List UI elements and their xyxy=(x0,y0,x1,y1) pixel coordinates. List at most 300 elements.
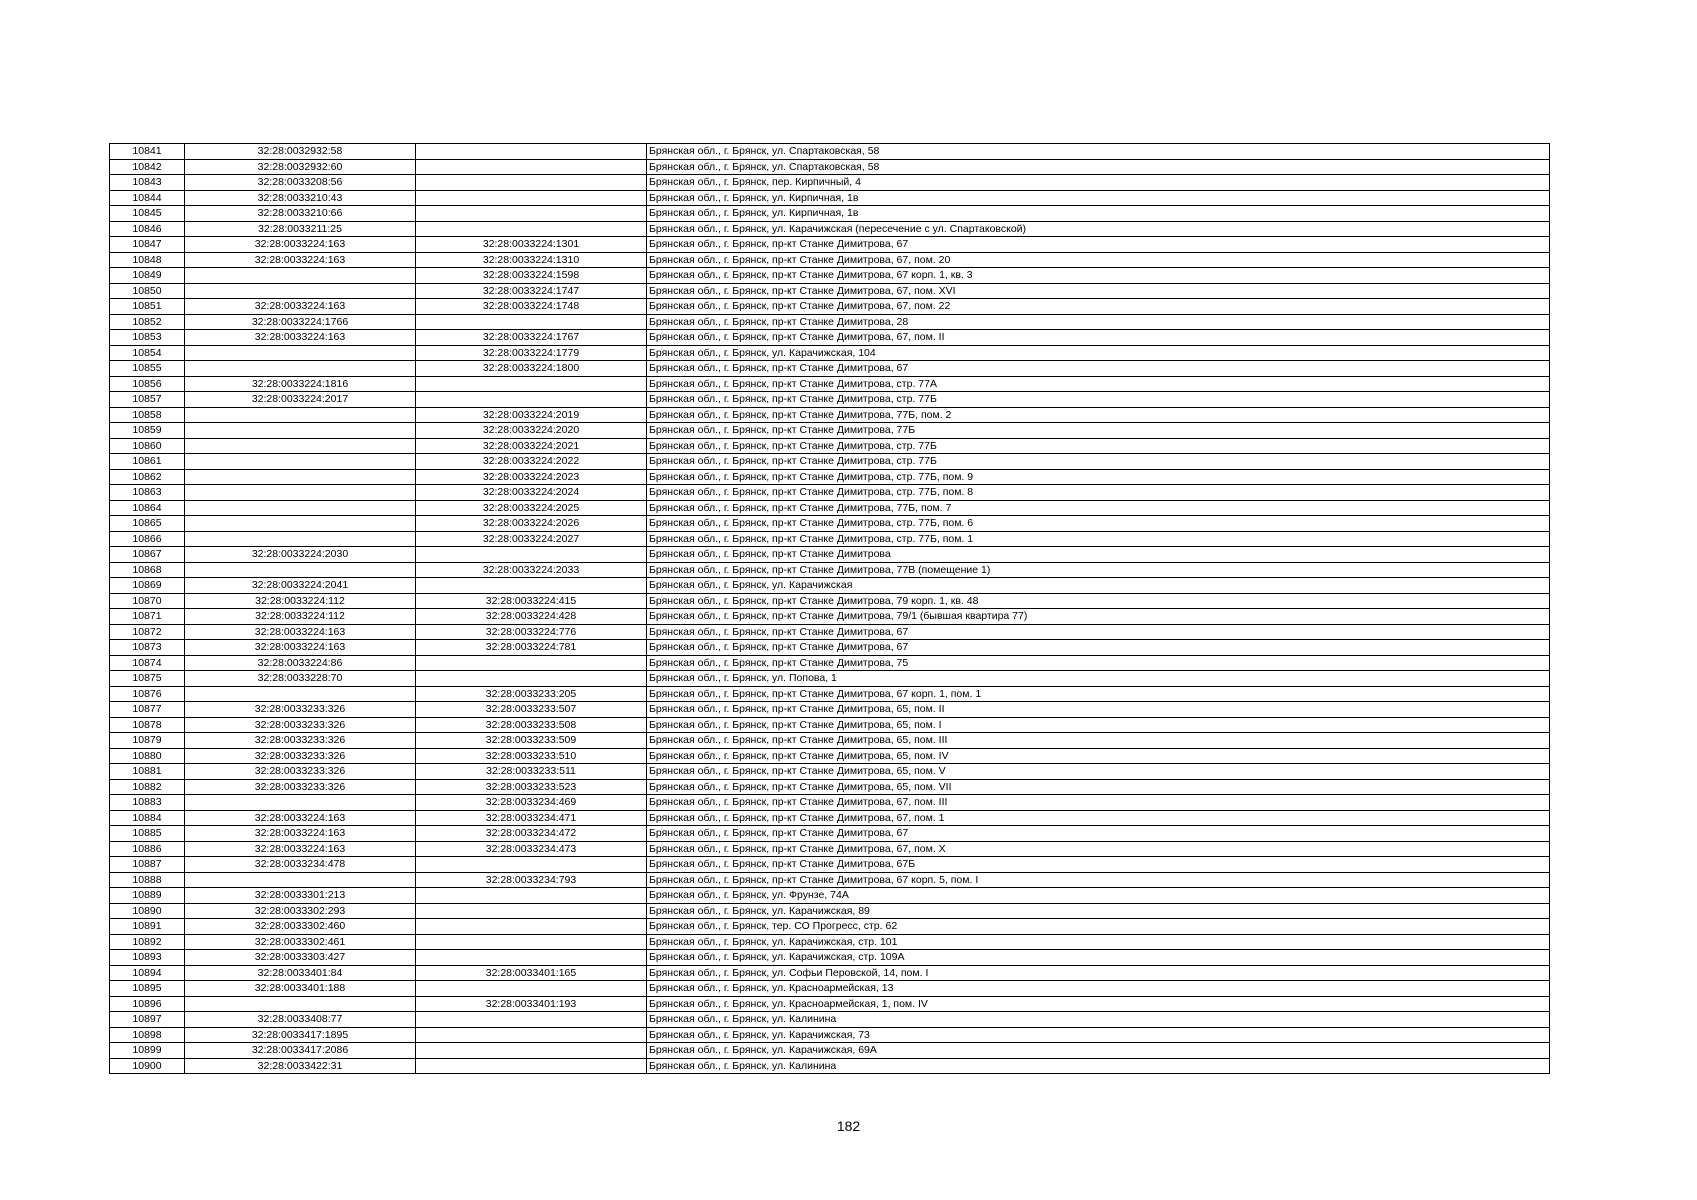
cadastral-number-parcel-cell xyxy=(185,996,416,1012)
cadastral-number-parcel-cell xyxy=(185,872,416,888)
cadastral-number-parcel-cell xyxy=(185,407,416,423)
cadastral-number-object-cell: 32:28:0033233:205 xyxy=(416,686,647,702)
cadastral-number-parcel-cell: 32:28:0033233:326 xyxy=(185,702,416,718)
row-number-cell: 10864 xyxy=(110,500,185,516)
address-cell: Брянская обл., г. Брянск, ул. Попова, 1 xyxy=(647,671,1550,687)
cadastral-number-parcel-cell: 32:28:0033224:2017 xyxy=(185,392,416,408)
address-cell: Брянская обл., г. Брянск, пр-кт Станке Димитрова, 65, пом. VII xyxy=(647,779,1550,795)
cadastral-number-object-cell: 32:28:0033233:509 xyxy=(416,733,647,749)
address-cell: Брянская обл., г. Брянск, пр-кт Станке Димитрова, стр. 77А xyxy=(647,376,1550,392)
row-number-cell: 10877 xyxy=(110,702,185,718)
address-cell: Брянская обл., г. Брянск, пр-кт Станке Димитрова, стр. 77Б, пом. 6 xyxy=(647,516,1550,532)
address-cell: Брянская обл., г. Брянск, ул. Калинина xyxy=(647,1012,1550,1028)
row-number-cell: 10857 xyxy=(110,392,185,408)
cadastral-number-object-cell: 32:28:0033224:1767 xyxy=(416,330,647,346)
row-number-cell: 10862 xyxy=(110,469,185,485)
address-cell: Брянская обл., г. Брянск, пер. Кирпичный, 4 xyxy=(647,175,1550,191)
cadastral-number-object-cell: 32:28:0033224:2026 xyxy=(416,516,647,532)
cadastral-number-parcel-cell: 32:28:0033224:2030 xyxy=(185,547,416,563)
address-cell: Брянская обл., г. Брянск, пр-кт Станке Димитрова, 77Б xyxy=(647,423,1550,439)
cadastral-number-object-cell: 32:28:0033234:469 xyxy=(416,795,647,811)
table-row xyxy=(110,810,1550,826)
table-row xyxy=(110,872,1550,888)
row-number-cell: 10878 xyxy=(110,717,185,733)
cadastral-number-object-cell: 32:28:0033224:776 xyxy=(416,624,647,640)
row-number-cell: 10881 xyxy=(110,764,185,780)
cadastral-number-object-cell: 32:28:0033224:2019 xyxy=(416,407,647,423)
row-number-cell: 10872 xyxy=(110,624,185,640)
cadastral-number-object-cell xyxy=(416,392,647,408)
cadastral-number-parcel-cell: 32:28:0033234:478 xyxy=(185,857,416,873)
row-number-cell: 10896 xyxy=(110,996,185,1012)
table-row xyxy=(110,376,1550,392)
row-number-cell: 10850 xyxy=(110,283,185,299)
address-cell: Брянская обл., г. Брянск, пр-кт Станке Димитрова, 75 xyxy=(647,655,1550,671)
row-number-cell: 10867 xyxy=(110,547,185,563)
row-number-cell: 10884 xyxy=(110,810,185,826)
table-row xyxy=(110,578,1550,594)
cadastral-number-object-cell: 32:28:0033233:523 xyxy=(416,779,647,795)
cadastral-number-parcel-cell: 32:28:0033228:70 xyxy=(185,671,416,687)
cadastral-number-object-cell xyxy=(416,1043,647,1059)
row-number-cell: 10871 xyxy=(110,609,185,625)
cadastral-number-object-cell: 32:28:0033224:1748 xyxy=(416,299,647,315)
cadastral-number-object-cell: 32:28:0033224:2021 xyxy=(416,438,647,454)
address-cell: Брянская обл., г. Брянск, ул. Карачижская, стр. 109А xyxy=(647,950,1550,966)
table-row xyxy=(110,981,1550,997)
address-cell: Брянская обл., г. Брянск, пр-кт Станке Димитрова, стр. 77Б, пом. 9 xyxy=(647,469,1550,485)
cadastral-number-parcel-cell: 32:28:0033224:112 xyxy=(185,593,416,609)
cadastral-number-parcel-cell: 32:28:0033224:163 xyxy=(185,810,416,826)
address-cell: Брянская обл., г. Брянск, пр-кт Станке Димитрова, 77В (помещение 1) xyxy=(647,562,1550,578)
cadastral-number-parcel-cell xyxy=(185,516,416,532)
table-row xyxy=(110,841,1550,857)
cadastral-number-object-cell xyxy=(416,175,647,191)
table-row xyxy=(110,423,1550,439)
cadastral-number-object-cell: 32:28:0033224:1598 xyxy=(416,268,647,284)
address-cell: Брянская обл., г. Брянск, ул. Карачижская, 69А xyxy=(647,1043,1550,1059)
row-number-cell: 10875 xyxy=(110,671,185,687)
address-cell: Брянская обл., г. Брянск, тер. СО Прогресс, стр. 62 xyxy=(647,919,1550,935)
cadastral-number-object-cell: 32:28:0033234:473 xyxy=(416,841,647,857)
table-row xyxy=(110,1027,1550,1043)
table-row xyxy=(110,733,1550,749)
cadastral-number-parcel-cell xyxy=(185,686,416,702)
cadastral-number-parcel-cell: 32:28:0033224:163 xyxy=(185,252,416,268)
table-row xyxy=(110,640,1550,656)
table-row xyxy=(110,1043,1550,1059)
table-row xyxy=(110,857,1550,873)
table-row xyxy=(110,748,1550,764)
cadastral-number-parcel-cell: 32:28:0033302:461 xyxy=(185,934,416,950)
cadastral-number-parcel-cell xyxy=(185,500,416,516)
row-number-cell: 10887 xyxy=(110,857,185,873)
cadastral-number-object-cell: 32:28:0033233:508 xyxy=(416,717,647,733)
cadastral-number-parcel-cell: 32:28:0033303:427 xyxy=(185,950,416,966)
cadastral-number-parcel-cell: 32:28:0033224:1766 xyxy=(185,314,416,330)
row-number-cell: 10894 xyxy=(110,965,185,981)
address-cell: Брянская обл., г. Брянск, пр-кт Станке Димитрова, 67, пом. XVI xyxy=(647,283,1550,299)
table-row xyxy=(110,950,1550,966)
cadastral-number-object-cell xyxy=(416,206,647,222)
cadastral-number-parcel-cell: 32:28:0033233:326 xyxy=(185,717,416,733)
cadastral-number-parcel-cell: 32:28:0033224:163 xyxy=(185,640,416,656)
cadastral-number-object-cell xyxy=(416,857,647,873)
cadastral-number-object-cell: 32:28:0033234:472 xyxy=(416,826,647,842)
table-row xyxy=(110,562,1550,578)
address-cell: Брянская обл., г. Брянск, пр-кт Станке Димитрова, 67, пом. III xyxy=(647,795,1550,811)
cadastral-number-object-cell: 32:28:0033224:1800 xyxy=(416,361,647,377)
row-number-cell: 10846 xyxy=(110,221,185,237)
cadastral-number-object-cell xyxy=(416,981,647,997)
table-row xyxy=(110,190,1550,206)
cadastral-number-parcel-cell: 32:28:0033224:163 xyxy=(185,826,416,842)
cadastral-number-object-cell: 32:28:0033234:793 xyxy=(416,872,647,888)
table-row xyxy=(110,159,1550,175)
address-cell: Брянская обл., г. Брянск, пр-кт Станке Димитрова, 67 корп. 1, пом. 1 xyxy=(647,686,1550,702)
table-row xyxy=(110,361,1550,377)
row-number-cell: 10865 xyxy=(110,516,185,532)
table-row xyxy=(110,485,1550,501)
address-cell: Брянская обл., г. Брянск, пр-кт Станке Димитрова, 77Б, пом. 2 xyxy=(647,407,1550,423)
cadastral-number-parcel-cell: 32:28:0033224:2041 xyxy=(185,578,416,594)
cadastral-number-object-cell xyxy=(416,547,647,563)
cadastral-number-parcel-cell: 32:28:0033224:163 xyxy=(185,299,416,315)
address-cell: Брянская обл., г. Брянск, пр-кт Станке Димитрова, 67 xyxy=(647,237,1550,253)
registry-table xyxy=(109,143,1550,1074)
table-row xyxy=(110,702,1550,718)
address-cell: Брянская обл., г. Брянск, ул. Спартаковская, 58 xyxy=(647,159,1550,175)
cadastral-number-parcel-cell xyxy=(185,361,416,377)
cadastral-number-parcel-cell xyxy=(185,438,416,454)
cadastral-number-object-cell xyxy=(416,934,647,950)
cadastral-number-parcel-cell: 32:28:0033233:326 xyxy=(185,733,416,749)
cadastral-number-object-cell: 32:28:0033224:2025 xyxy=(416,500,647,516)
table-row xyxy=(110,252,1550,268)
table-row xyxy=(110,779,1550,795)
cadastral-number-parcel-cell xyxy=(185,454,416,470)
row-number-cell: 10879 xyxy=(110,733,185,749)
cadastral-number-parcel-cell: 32:28:0033210:43 xyxy=(185,190,416,206)
address-cell: Брянская обл., г. Брянск, ул. Кирпичная, 1в xyxy=(647,206,1550,222)
address-cell: Брянская обл., г. Брянск, пр-кт Станке Димитрова, 65, пом. V xyxy=(647,764,1550,780)
row-number-cell: 10863 xyxy=(110,485,185,501)
cadastral-number-parcel-cell: 32:28:0033210:66 xyxy=(185,206,416,222)
address-cell: Брянская обл., г. Брянск, ул. Кирпичная, 1в xyxy=(647,190,1550,206)
cadastral-number-parcel-cell: 32:28:0033233:326 xyxy=(185,748,416,764)
row-number-cell: 10842 xyxy=(110,159,185,175)
cadastral-number-object-cell xyxy=(416,376,647,392)
cadastral-number-object-cell: 32:28:0033401:193 xyxy=(416,996,647,1012)
row-number-cell: 10898 xyxy=(110,1027,185,1043)
cadastral-number-parcel-cell: 32:28:0033417:1895 xyxy=(185,1027,416,1043)
cadastral-number-object-cell: 32:28:0033224:1747 xyxy=(416,283,647,299)
row-number-cell: 10852 xyxy=(110,314,185,330)
cadastral-number-parcel-cell: 32:28:0033211:25 xyxy=(185,221,416,237)
address-cell: Брянская обл., г. Брянск, пр-кт Станке Димитрова, 65, пом. IV xyxy=(647,748,1550,764)
address-cell: Брянская обл., г. Брянск, пр-кт Станке Димитрова, стр. 77Б xyxy=(647,454,1550,470)
cadastral-number-object-cell xyxy=(416,190,647,206)
table-row xyxy=(110,624,1550,640)
address-cell: Брянская обл., г. Брянск, ул. Софьи Перовской, 14, пом. I xyxy=(647,965,1550,981)
row-number-cell: 10869 xyxy=(110,578,185,594)
row-number-cell: 10876 xyxy=(110,686,185,702)
row-number-cell: 10890 xyxy=(110,903,185,919)
cadastral-number-object-cell: 32:28:0033224:2020 xyxy=(416,423,647,439)
table-row xyxy=(110,965,1550,981)
address-cell: Брянская обл., г. Брянск, пр-кт Станке Димитрова, 67 xyxy=(647,624,1550,640)
address-cell: Брянская обл., г. Брянск, пр-кт Станке Димитрова xyxy=(647,547,1550,563)
table-row xyxy=(110,531,1550,547)
cadastral-number-object-cell xyxy=(416,1012,647,1028)
cadastral-number-object-cell: 32:28:0033224:781 xyxy=(416,640,647,656)
table-row xyxy=(110,717,1550,733)
table-row xyxy=(110,237,1550,253)
table-row xyxy=(110,919,1550,935)
address-cell: Брянская обл., г. Брянск, пр-кт Станке Димитрова, 77Б, пом. 7 xyxy=(647,500,1550,516)
cadastral-number-parcel-cell xyxy=(185,562,416,578)
table-row xyxy=(110,500,1550,516)
cadastral-number-object-cell: 32:28:0033401:165 xyxy=(416,965,647,981)
address-cell: Брянская обл., г. Брянск, пр-кт Станке Димитрова, 67, пом. 20 xyxy=(647,252,1550,268)
table-row xyxy=(110,268,1550,284)
cadastral-number-object-cell xyxy=(416,671,647,687)
table-row xyxy=(110,1058,1550,1074)
row-number-cell: 10860 xyxy=(110,438,185,454)
address-cell: Брянская обл., г. Брянск, ул. Карачижская, 89 xyxy=(647,903,1550,919)
table-row xyxy=(110,826,1550,842)
row-number-cell: 10847 xyxy=(110,237,185,253)
cadastral-number-parcel-cell: 32:28:0033233:326 xyxy=(185,764,416,780)
cadastral-number-parcel-cell xyxy=(185,345,416,361)
row-number-cell: 10892 xyxy=(110,934,185,950)
cadastral-number-object-cell xyxy=(416,903,647,919)
row-number-cell: 10851 xyxy=(110,299,185,315)
cadastral-number-object-cell: 32:28:0033224:2027 xyxy=(416,531,647,547)
address-cell: Брянская обл., г. Брянск, пр-кт Станке Димитрова, 67 корп. 1, кв. 3 xyxy=(647,268,1550,284)
row-number-cell: 10866 xyxy=(110,531,185,547)
cadastral-number-object-cell xyxy=(416,1027,647,1043)
row-number-cell: 10899 xyxy=(110,1043,185,1059)
cadastral-number-parcel-cell: 32:28:0033208:56 xyxy=(185,175,416,191)
table-row xyxy=(110,469,1550,485)
address-cell: Брянская обл., г. Брянск, ул. Красноармейская, 13 xyxy=(647,981,1550,997)
table-row xyxy=(110,206,1550,222)
cadastral-number-object-cell: 32:28:0033224:1310 xyxy=(416,252,647,268)
row-number-cell: 10848 xyxy=(110,252,185,268)
cadastral-number-object-cell: 32:28:0033224:1779 xyxy=(416,345,647,361)
table-row xyxy=(110,454,1550,470)
address-cell: Брянская обл., г. Брянск, ул. Карачижская (пересечение с ул. Спартаковской) xyxy=(647,221,1550,237)
row-number-cell: 10888 xyxy=(110,872,185,888)
table-row xyxy=(110,547,1550,563)
table-row xyxy=(110,221,1550,237)
address-cell: Брянская обл., г. Брянск, ул. Карачижская xyxy=(647,578,1550,594)
row-number-cell: 10895 xyxy=(110,981,185,997)
cadastral-number-object-cell: 32:28:0033224:2024 xyxy=(416,485,647,501)
row-number-cell: 10874 xyxy=(110,655,185,671)
cadastral-number-object-cell xyxy=(416,314,647,330)
address-cell: Брянская обл., г. Брянск, пр-кт Станке Димитрова, стр. 77Б xyxy=(647,392,1550,408)
row-number-cell: 10897 xyxy=(110,1012,185,1028)
cadastral-number-object-cell: 32:28:0033224:2033 xyxy=(416,562,647,578)
table-row xyxy=(110,1012,1550,1028)
row-number-cell: 10873 xyxy=(110,640,185,656)
row-number-cell: 10841 xyxy=(110,144,185,160)
registry-table-body xyxy=(110,144,1550,1074)
row-number-cell: 10849 xyxy=(110,268,185,284)
address-cell: Брянская обл., г. Брянск, пр-кт Станке Димитрова, 67 xyxy=(647,640,1550,656)
table-row xyxy=(110,299,1550,315)
row-number-cell: 10855 xyxy=(110,361,185,377)
row-number-cell: 10885 xyxy=(110,826,185,842)
cadastral-number-object-cell xyxy=(416,655,647,671)
cadastral-number-object-cell xyxy=(416,1058,647,1074)
cadastral-number-parcel-cell: 32:28:0033401:84 xyxy=(185,965,416,981)
cadastral-number-parcel-cell: 32:28:0033401:188 xyxy=(185,981,416,997)
row-number-cell: 10870 xyxy=(110,593,185,609)
cadastral-number-object-cell: 32:28:0033224:2023 xyxy=(416,469,647,485)
cadastral-number-parcel-cell xyxy=(185,423,416,439)
address-cell: Брянская обл., г. Брянск, пр-кт Станке Димитрова, 67, пом. 1 xyxy=(647,810,1550,826)
cadastral-number-parcel-cell: 32:28:0033417:2086 xyxy=(185,1043,416,1059)
row-number-cell: 10858 xyxy=(110,407,185,423)
cadastral-number-parcel-cell: 32:28:0032932:60 xyxy=(185,159,416,175)
address-cell: Брянская обл., г. Брянск, ул. Красноармейская, 1, пом. IV xyxy=(647,996,1550,1012)
address-cell: Брянская обл., г. Брянск, пр-кт Станке Димитрова, 67Б xyxy=(647,857,1550,873)
table-row xyxy=(110,283,1550,299)
table-row xyxy=(110,888,1550,904)
address-cell: Брянская обл., г. Брянск, ул. Карачижская, 104 xyxy=(647,345,1550,361)
cadastral-number-object-cell: 32:28:0033233:511 xyxy=(416,764,647,780)
row-number-cell: 10882 xyxy=(110,779,185,795)
table-row xyxy=(110,516,1550,532)
row-number-cell: 10880 xyxy=(110,748,185,764)
table-row xyxy=(110,903,1550,919)
row-number-cell: 10886 xyxy=(110,841,185,857)
cadastral-number-parcel-cell: 32:28:0033233:326 xyxy=(185,779,416,795)
row-number-cell: 10883 xyxy=(110,795,185,811)
cadastral-number-parcel-cell xyxy=(185,469,416,485)
cadastral-number-object-cell: 32:28:0033224:428 xyxy=(416,609,647,625)
cadastral-number-parcel-cell: 32:28:0033224:163 xyxy=(185,841,416,857)
cadastral-number-parcel-cell: 32:28:0033224:1816 xyxy=(185,376,416,392)
address-cell: Брянская обл., г. Брянск, ул. Калинина xyxy=(647,1058,1550,1074)
cadastral-number-object-cell xyxy=(416,159,647,175)
address-cell: Брянская обл., г. Брянск, пр-кт Станке Димитрова, 67 xyxy=(647,361,1550,377)
address-cell: Брянская обл., г. Брянск, ул. Спартаковская, 58 xyxy=(647,144,1550,160)
address-cell: Брянская обл., г. Брянск, пр-кт Станке Димитрова, стр. 77Б, пом. 8 xyxy=(647,485,1550,501)
cadastral-number-parcel-cell: 32:28:0033224:112 xyxy=(185,609,416,625)
row-number-cell: 10891 xyxy=(110,919,185,935)
cadastral-number-parcel-cell: 32:28:0033224:163 xyxy=(185,330,416,346)
row-number-cell: 10845 xyxy=(110,206,185,222)
address-cell: Брянская обл., г. Брянск, пр-кт Станке Димитрова, 65, пом. I xyxy=(647,717,1550,733)
cadastral-number-parcel-cell: 32:28:0032932:58 xyxy=(185,144,416,160)
cadastral-number-object-cell xyxy=(416,919,647,935)
address-cell: Брянская обл., г. Брянск, пр-кт Станке Димитрова, 65, пом. III xyxy=(647,733,1550,749)
table-row xyxy=(110,345,1550,361)
table-row xyxy=(110,671,1550,687)
row-number-cell: 10843 xyxy=(110,175,185,191)
cadastral-number-parcel-cell: 32:28:0033224:163 xyxy=(185,237,416,253)
row-number-cell: 10868 xyxy=(110,562,185,578)
cadastral-number-parcel-cell xyxy=(185,795,416,811)
cadastral-number-object-cell: 32:28:0033233:510 xyxy=(416,748,647,764)
cadastral-number-parcel-cell: 32:28:0033224:163 xyxy=(185,624,416,640)
table-row xyxy=(110,934,1550,950)
table-row xyxy=(110,407,1550,423)
row-number-cell: 10856 xyxy=(110,376,185,392)
cadastral-number-object-cell: 32:28:0033233:507 xyxy=(416,702,647,718)
address-cell: Брянская обл., г. Брянск, пр-кт Станке Димитрова, 79/1 (бывшая квартира 77) xyxy=(647,609,1550,625)
table-row xyxy=(110,314,1550,330)
cadastral-number-parcel-cell xyxy=(185,283,416,299)
table-row xyxy=(110,392,1550,408)
row-number-cell: 10900 xyxy=(110,1058,185,1074)
table-row xyxy=(110,996,1550,1012)
cadastral-number-parcel-cell: 32:28:0033302:460 xyxy=(185,919,416,935)
address-cell: Брянская обл., г. Брянск, пр-кт Станке Димитрова, 67, пом. 22 xyxy=(647,299,1550,315)
address-cell: Брянская обл., г. Брянск, ул. Карачижская, стр. 101 xyxy=(647,934,1550,950)
cadastral-number-parcel-cell: 32:28:0033422:31 xyxy=(185,1058,416,1074)
address-cell: Брянская обл., г. Брянск, пр-кт Станке Димитрова, 67, пом. X xyxy=(647,841,1550,857)
row-number-cell: 10893 xyxy=(110,950,185,966)
row-number-cell: 10889 xyxy=(110,888,185,904)
cadastral-number-parcel-cell: 32:28:0033408:77 xyxy=(185,1012,416,1028)
table-row xyxy=(110,175,1550,191)
cadastral-number-parcel-cell xyxy=(185,485,416,501)
cadastral-number-object-cell xyxy=(416,578,647,594)
cadastral-number-parcel-cell xyxy=(185,531,416,547)
address-cell: Брянская обл., г. Брянск, пр-кт Станке Димитрова, 67, пом. II xyxy=(647,330,1550,346)
cadastral-number-object-cell: 32:28:0033234:471 xyxy=(416,810,647,826)
address-cell: Брянская обл., г. Брянск, пр-кт Станке Димитрова, стр. 77Б xyxy=(647,438,1550,454)
address-cell: Брянская обл., г. Брянск, пр-кт Станке Димитрова, стр. 77Б, пом. 1 xyxy=(647,531,1550,547)
address-cell: Брянская обл., г. Брянск, пр-кт Станке Димитрова, 67 корп. 5, пом. I xyxy=(647,872,1550,888)
cadastral-number-parcel-cell xyxy=(185,268,416,284)
cadastral-number-object-cell xyxy=(416,144,647,160)
address-cell: Брянская обл., г. Брянск, ул. Карачижская, 73 xyxy=(647,1027,1550,1043)
cadastral-number-parcel-cell: 32:28:0033302:293 xyxy=(185,903,416,919)
cadastral-number-object-cell: 32:28:0033224:1301 xyxy=(416,237,647,253)
address-cell: Брянская обл., г. Брянск, пр-кт Станке Димитрова, 79 корп. 1, кв. 48 xyxy=(647,593,1550,609)
cadastral-number-object-cell xyxy=(416,888,647,904)
cadastral-number-object-cell xyxy=(416,221,647,237)
row-number-cell: 10844 xyxy=(110,190,185,206)
row-number-cell: 10854 xyxy=(110,345,185,361)
cadastral-number-parcel-cell: 32:28:0033301:213 xyxy=(185,888,416,904)
row-number-cell: 10861 xyxy=(110,454,185,470)
cadastral-number-object-cell: 32:28:0033224:415 xyxy=(416,593,647,609)
table-row xyxy=(110,764,1550,780)
table-row xyxy=(110,795,1550,811)
table-row xyxy=(110,330,1550,346)
table-row xyxy=(110,686,1550,702)
table-row xyxy=(110,438,1550,454)
table-row xyxy=(110,609,1550,625)
cadastral-number-parcel-cell: 32:28:0033224:86 xyxy=(185,655,416,671)
address-cell: Брянская обл., г. Брянск, пр-кт Станке Димитрова, 65, пом. II xyxy=(647,702,1550,718)
row-number-cell: 10853 xyxy=(110,330,185,346)
cadastral-number-object-cell: 32:28:0033224:2022 xyxy=(416,454,647,470)
table-row xyxy=(110,593,1550,609)
cadastral-number-object-cell xyxy=(416,950,647,966)
address-cell: Брянская обл., г. Брянск, пр-кт Станке Димитрова, 67 xyxy=(647,826,1550,842)
page-number: 182 xyxy=(836,1118,861,1134)
address-cell: Брянская обл., г. Брянск, пр-кт Станке Димитрова, 28 xyxy=(647,314,1550,330)
table-row xyxy=(110,655,1550,671)
